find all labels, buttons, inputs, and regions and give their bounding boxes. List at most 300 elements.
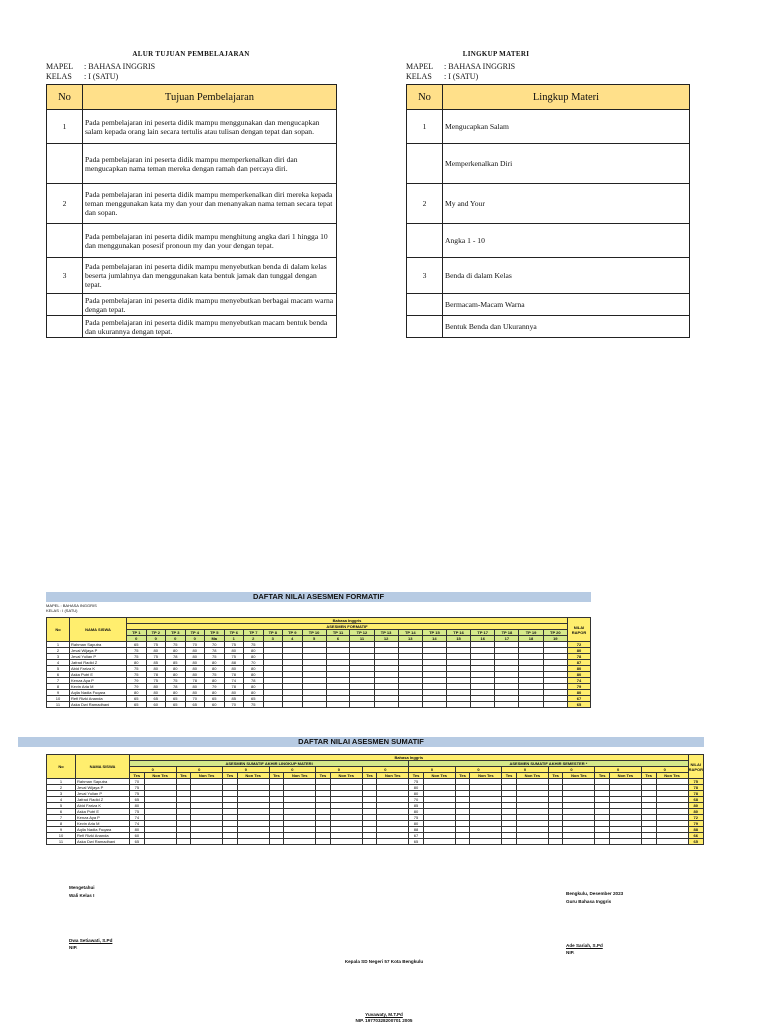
tes-header: Tes	[362, 773, 377, 779]
score-cell: 88	[409, 827, 424, 833]
score-cell: 80	[244, 648, 264, 654]
score-cell: 80	[127, 660, 147, 666]
score-cell	[543, 702, 567, 708]
tp-header: TP 12	[350, 630, 374, 636]
tp-header: TP 18	[495, 630, 519, 636]
nontes-header: Non Tes	[470, 773, 502, 779]
tp-header: TP 10	[302, 630, 326, 636]
score-cell	[284, 839, 316, 845]
row-no: 9	[47, 690, 70, 696]
score-cell: 65	[166, 696, 186, 702]
nontes-header: Non Tes	[516, 773, 548, 779]
sumatif-title: DAFTAR NILAI ASESMEN SUMATIF	[18, 737, 704, 747]
score-cell: 60	[146, 702, 166, 708]
score-cell: 80	[205, 660, 225, 666]
score-cell: 80	[409, 785, 424, 791]
tp-sub-header: 18	[519, 636, 543, 642]
score-cell	[326, 702, 350, 708]
formatif-title: DAFTAR NILAI ASESMEN FORMATIF	[46, 592, 591, 602]
kepala-nip: NIP. 19770328200701 2005	[355, 1018, 413, 1023]
score-cell	[656, 839, 688, 845]
student-name: Aska Dwi Ramadhani	[76, 839, 130, 845]
score-cell: 74	[130, 821, 145, 827]
group-sub-header: 0	[409, 767, 456, 773]
score-cell: 70	[224, 702, 244, 708]
score-cell: 80	[244, 684, 264, 690]
score-cell: 70	[244, 660, 264, 666]
tp-sub-header: 11	[350, 636, 374, 642]
score-cell: 75	[127, 666, 147, 672]
score-cell: 78	[205, 648, 225, 654]
group-sub-header: 0	[502, 767, 549, 773]
table-row: Bermacam-Macam Warna	[407, 294, 690, 316]
score-cell	[519, 702, 543, 708]
student-name: Aqila Nadia Fuqara	[70, 690, 127, 696]
tp-sub-header: 0	[146, 636, 166, 642]
student-name: Jeval Yulian P	[76, 791, 130, 797]
mapel-key: MAPEL	[406, 62, 434, 71]
table-row: Pada pembelajaran ini peserta didik mampu menyebutkan berbagai macam warna dengan tepat.	[47, 294, 337, 316]
score-cell	[176, 839, 191, 845]
tp-header: TP 11	[326, 630, 350, 636]
score-cell: 80	[409, 809, 424, 815]
score-cell	[548, 839, 563, 845]
score-cell	[191, 839, 223, 845]
tes-header: Tes	[316, 773, 331, 779]
score-cell: 79	[127, 678, 147, 684]
rapor-cell: 88	[688, 827, 703, 833]
score-cell: 75	[146, 654, 166, 660]
student-name: Rahman Saputra	[70, 642, 127, 648]
tp-header: TP 4	[185, 630, 205, 636]
nontes-header: Non Tes	[237, 773, 269, 779]
tp-sub-header: 0	[185, 636, 205, 642]
score-cell: 70	[409, 797, 424, 803]
row-no: 10	[47, 833, 76, 839]
col-no-header: No	[47, 618, 70, 642]
score-cell	[374, 702, 398, 708]
tp-sub-header: 3	[263, 636, 283, 642]
tp-header: TP 20	[543, 630, 567, 636]
nontes-header: Non Tes	[656, 773, 688, 779]
tp-sub-header: 6	[326, 636, 350, 642]
tp-sub-header: Ma	[205, 636, 225, 642]
row-no: 4	[47, 660, 70, 666]
table-row: Pada pembelajaran ini peserta didik mampu menyebutkan macam bentuk benda dan ukurannya dengan tepat.	[47, 316, 337, 338]
row-no: 3	[47, 791, 76, 797]
rapor-cell: 78	[568, 654, 591, 660]
row-no: 5	[47, 666, 70, 672]
tp-sub-header: 1	[224, 636, 244, 642]
nontes-header: Non Tes	[377, 773, 409, 779]
table-row: Bentuk Benda dan Ukurannya	[407, 316, 690, 338]
group-sub-header: 0	[641, 767, 688, 773]
score-cell: 65	[146, 696, 166, 702]
group-sub-header: 0	[595, 767, 642, 773]
rapor-cell: 68	[688, 797, 703, 803]
group-sub-header: 0	[223, 767, 270, 773]
score-cell: 75	[130, 809, 145, 815]
score-cell: 75	[409, 779, 424, 785]
score-cell: 78	[166, 684, 186, 690]
subject-header: Bahasa Inggris	[130, 755, 689, 761]
score-cell	[144, 839, 176, 845]
score-cell: 65	[130, 839, 145, 845]
tp-sub-header: 14	[422, 636, 446, 642]
score-cell: 65	[409, 839, 424, 845]
row-no: 2	[47, 648, 70, 654]
score-cell	[641, 839, 656, 845]
score-cell	[610, 839, 642, 845]
student-name: Kevin Aria M	[70, 684, 127, 690]
tes-header: Tes	[409, 773, 424, 779]
score-cell: 80	[185, 690, 205, 696]
tes-header: Tes	[595, 773, 610, 779]
alur-table	[46, 84, 337, 338]
score-cell: 75	[146, 642, 166, 648]
score-cell: 65	[127, 642, 147, 648]
score-cell: 78	[146, 672, 166, 678]
student-name: Aska Putri E	[70, 672, 127, 678]
row-no: 4	[47, 797, 76, 803]
tp-header: TP 7	[244, 630, 264, 636]
kepala-signature	[0, 1012, 768, 1024]
tp-header: TP 15	[422, 630, 446, 636]
guru-signature	[566, 942, 603, 956]
score-cell: 88	[224, 660, 244, 666]
row-no: 3	[47, 654, 70, 660]
score-cell: 70	[130, 779, 145, 785]
table-row: 1 Pada pembelajaran ini peserta didik mampu menggunakan dan mengucapkan salam kepada orang lain secara tertulis atau tulisan dengan tepat dan sopan.	[47, 110, 337, 144]
score-cell: 75	[166, 678, 186, 684]
tp-header: TP 16	[446, 630, 470, 636]
score-cell: 80	[166, 690, 186, 696]
score-cell	[422, 702, 446, 708]
rapor-cell: 80	[688, 809, 703, 815]
score-cell: 80	[244, 654, 264, 660]
score-cell: 80	[244, 666, 264, 672]
score-cell: 70	[185, 696, 205, 702]
score-cell	[269, 839, 284, 845]
row-no: 6	[47, 809, 76, 815]
tp-sub-header: 4	[283, 636, 303, 642]
score-cell: 80	[166, 666, 186, 672]
score-cell	[502, 839, 517, 845]
student-name: Jeval Wijaya P	[70, 648, 127, 654]
score-cell	[423, 839, 455, 845]
score-cell	[263, 702, 283, 708]
group-header: ASESMEN FORMATIF	[127, 624, 568, 630]
tp-sub-header: 0	[166, 636, 186, 642]
score-cell: 65	[130, 797, 145, 803]
row-no: 9	[47, 827, 76, 833]
formatif-meta: MAPEL : BAHASA INGGRIS KELAS : I (SATU)	[46, 603, 97, 613]
mapel-key: MAPEL	[46, 62, 74, 71]
student-name: Aska Dwi Ramadhani	[70, 702, 127, 708]
student-name: Jafrad Radid Z	[70, 660, 127, 666]
group-sub-header: 0	[130, 767, 177, 773]
score-cell: 85	[409, 803, 424, 809]
nontes-header: Non Tes	[144, 773, 176, 779]
subject-header: Bahasa Inggris	[127, 618, 568, 624]
col-rapor-header: NILAI RAPOR	[568, 618, 591, 642]
score-cell: 80	[224, 690, 244, 696]
score-cell	[595, 839, 610, 845]
table-row	[47, 702, 591, 708]
nontes-header: Non Tes	[423, 773, 455, 779]
score-cell	[302, 702, 326, 708]
score-cell: 65	[205, 696, 225, 702]
row-no: 5	[47, 803, 76, 809]
tp-header: TP 3	[166, 630, 186, 636]
student-name: Refi Rizki Ananda	[76, 833, 130, 839]
score-cell: 78	[185, 678, 205, 684]
student-name: Kenza Aya P	[76, 815, 130, 821]
kelas-value: : I (SATU)	[444, 72, 479, 81]
row-no: 1	[47, 779, 76, 785]
tes-header: Tes	[223, 773, 238, 779]
table-row: Pada pembelajaran ini peserta didik mampu memperkenalkan diri dan mengucapkan nama teman mereka dengan ramah dan percaya diri.	[47, 144, 337, 184]
rapor-cell: 67	[568, 696, 591, 702]
tp-sub-header: 17	[495, 636, 519, 642]
row-no: 7	[47, 678, 70, 684]
student-name: Abid Fariza K	[70, 666, 127, 672]
score-cell: 75	[166, 642, 186, 648]
nontes-header: Non Tes	[563, 773, 595, 779]
tp-header: TP 8	[263, 630, 283, 636]
score-cell: 65	[185, 702, 205, 708]
wali-name: Dwa Setiawati, S.Pd	[69, 938, 113, 943]
rapor-cell: 65	[688, 839, 703, 845]
score-cell: 65	[127, 696, 147, 702]
student-name: Kenza Aya P	[70, 678, 127, 684]
score-cell: 65	[127, 702, 147, 708]
tp-sub-header: 16	[471, 636, 495, 642]
table-row	[47, 839, 704, 845]
score-cell: 80	[185, 666, 205, 672]
tes-header: Tes	[176, 773, 191, 779]
table-row: Memperkenalkan Diri	[407, 144, 690, 184]
tp-sub-header: 19	[543, 636, 567, 642]
col-no-header: No	[47, 85, 83, 110]
score-cell: 60	[205, 702, 225, 708]
nontes-header: Non Tes	[610, 773, 642, 779]
score-cell: 85	[224, 696, 244, 702]
kelas-value: : I (SATU)	[84, 72, 119, 81]
score-cell: 65	[244, 696, 264, 702]
score-cell: 78	[224, 672, 244, 678]
row-no: 2	[47, 785, 76, 791]
rapor-cell: 79	[568, 684, 591, 690]
group-sub-header: 0	[316, 767, 363, 773]
score-cell: 75	[205, 654, 225, 660]
score-cell	[330, 839, 362, 845]
score-cell: 75	[127, 672, 147, 678]
group-sem-header: ASESMEN SUMATIF AKHIR SEMESTER *	[409, 761, 688, 767]
rapor-cell: 78	[688, 791, 703, 797]
col-nama-header: NAMA SISWA	[76, 755, 130, 779]
row-no: 11	[47, 702, 70, 708]
sumatif-table	[46, 754, 704, 845]
score-cell: 80	[185, 648, 205, 654]
rapor-cell: 66	[688, 833, 703, 839]
score-cell	[237, 839, 269, 845]
score-cell: 80	[205, 666, 225, 672]
rapor-cell: 65	[568, 702, 591, 708]
rapor-cell: 80	[568, 648, 591, 654]
tp-sub-header: 2	[244, 636, 264, 642]
group-lm-header: ASESMEN SUMATIF AKHIR LINGKUP MATERI	[130, 761, 409, 767]
student-name: Aqila Nadia Fuqara	[76, 827, 130, 833]
score-cell: 80	[244, 690, 264, 696]
score-cell: 67	[409, 833, 424, 839]
score-cell: 80	[205, 678, 225, 684]
score-cell	[316, 839, 331, 845]
score-cell	[471, 702, 495, 708]
table-row: Angka 1 - 10	[407, 224, 690, 258]
table-row: 1 Mengucapkan Salam	[407, 110, 690, 144]
formatif-table	[46, 617, 591, 708]
score-cell: 75	[205, 672, 225, 678]
rapor-cell: 80	[688, 803, 703, 809]
score-cell: 85	[146, 660, 166, 666]
col-rapor-header: NILAI RAPOR	[688, 755, 703, 779]
group-sub-header: 0	[455, 767, 502, 773]
score-cell: 74	[224, 678, 244, 684]
tp-sub-header: 5	[302, 636, 326, 642]
student-name: Rahman Saputra	[76, 779, 130, 785]
row-no: 7	[47, 815, 76, 821]
tp-header: TP 1	[127, 630, 147, 636]
score-cell	[377, 839, 409, 845]
rapor-cell: 80	[568, 672, 591, 678]
score-cell: 80	[205, 690, 225, 696]
score-cell: 75	[127, 654, 147, 660]
tp-sub-header: 15	[446, 636, 470, 642]
score-cell: 75	[130, 791, 145, 797]
score-cell: 80	[185, 660, 205, 666]
tp-header: TP 5	[205, 630, 225, 636]
rapor-cell: 80	[568, 666, 591, 672]
score-cell	[350, 702, 374, 708]
score-cell: 75	[409, 815, 424, 821]
group-sub-header: 0	[176, 767, 223, 773]
row-no: 10	[47, 696, 70, 702]
table-row: Pada pembelajaran ini peserta didik mampu menghitung angka dari 1 hingga 10 dan menggunakan posesif pronoun my dan your dengan tepat.	[47, 224, 337, 258]
tp-header: TP 17	[471, 630, 495, 636]
guru-nip: NIP.	[566, 950, 575, 955]
score-cell	[283, 702, 303, 708]
score-cell: 70	[185, 642, 205, 648]
score-cell: 80	[127, 690, 147, 696]
score-cell: 75	[146, 678, 166, 684]
score-cell	[470, 839, 502, 845]
table-row: 2 My and Your	[407, 184, 690, 224]
score-cell	[446, 702, 470, 708]
tp-header: TP 9	[283, 630, 303, 636]
score-cell: 80	[409, 821, 424, 827]
tp-header: TP 14	[398, 630, 422, 636]
rapor-cell: 79	[688, 821, 703, 827]
table-row: 2 Pada pembelajaran ini peserta didik mampu memperkenalkan diri mereka kepada teman menggunakan kata my dan your dan menanyakan nama teman secara tepat dan sopan.	[47, 184, 337, 224]
wali-block: Mengetahui Wali Kelas I	[69, 885, 95, 898]
mapel-value: : BAHASA INGGRIS	[84, 62, 156, 71]
score-cell: 78	[166, 654, 186, 660]
alur-title: ALUR TUJUAN PEMBELAJARAN	[132, 50, 250, 58]
rapor-cell: 87	[568, 660, 591, 666]
score-cell	[398, 702, 422, 708]
score-cell: 80	[224, 666, 244, 672]
student-name: Jeval Yulian P	[70, 654, 127, 660]
tes-header: Tes	[269, 773, 284, 779]
score-cell	[223, 839, 238, 845]
score-cell: 75	[244, 642, 264, 648]
score-cell: 80	[185, 684, 205, 690]
group-sub-header: 0	[548, 767, 595, 773]
score-cell: 80	[146, 690, 166, 696]
score-cell: 78	[244, 678, 264, 684]
col-materi-header: Lingkup Materi	[443, 85, 690, 110]
mapel-value: : BAHASA INGGRIS	[444, 62, 516, 71]
group-sub-header: 0	[362, 767, 409, 773]
row-no: 1	[47, 642, 70, 648]
score-cell: 79	[205, 684, 225, 690]
score-cell: 75	[127, 648, 147, 654]
score-cell	[516, 839, 548, 845]
nontes-header: Non Tes	[284, 773, 316, 779]
student-name: Jeval Wijaya P	[76, 785, 130, 791]
kepala-name: Yuvawaty, M.T.Pd	[365, 1012, 403, 1017]
score-cell: 75	[130, 785, 145, 791]
tes-header: Tes	[548, 773, 563, 779]
kepala-title: Kepala SD Negeri 57 Kota Bengkulu	[344, 959, 424, 964]
lingkup-title: LINGKUP MATERI	[462, 50, 530, 58]
tes-header: Tes	[641, 773, 656, 779]
tp-sub-header: 12	[374, 636, 398, 642]
score-cell	[495, 702, 519, 708]
lingkup-meta	[406, 62, 515, 82]
lingkup-table	[406, 84, 690, 338]
rapor-cell: 74	[568, 678, 591, 684]
nontes-header: Non Tes	[191, 773, 223, 779]
col-no-header: No	[47, 755, 76, 779]
student-name: Jafrad Radid Z	[76, 797, 130, 803]
rapor-cell: 78	[688, 785, 703, 791]
tp-header: TP 19	[519, 630, 543, 636]
score-cell: 80	[185, 672, 205, 678]
row-no: 11	[47, 839, 76, 845]
score-cell: 80	[185, 654, 205, 660]
score-cell: 79	[127, 684, 147, 690]
row-no: 6	[47, 672, 70, 678]
score-cell: 60	[130, 833, 145, 839]
row-no: 8	[47, 684, 70, 690]
score-cell: 80	[130, 827, 145, 833]
table-row: 3 Benda di dalam Kelas	[407, 258, 690, 294]
rapor-cell: 80	[568, 690, 591, 696]
score-cell: 80	[146, 648, 166, 654]
student-name: Aska Putri E	[76, 809, 130, 815]
score-cell: 80	[146, 666, 166, 672]
alur-meta	[46, 62, 155, 82]
score-cell: 75	[244, 702, 264, 708]
student-name: Abid Fariza K	[76, 803, 130, 809]
student-name: Kevin Aria M	[76, 821, 130, 827]
score-cell: 85	[166, 660, 186, 666]
score-cell: 80	[166, 672, 186, 678]
score-cell: 80	[146, 684, 166, 690]
tp-sub-header: 0	[127, 636, 147, 642]
